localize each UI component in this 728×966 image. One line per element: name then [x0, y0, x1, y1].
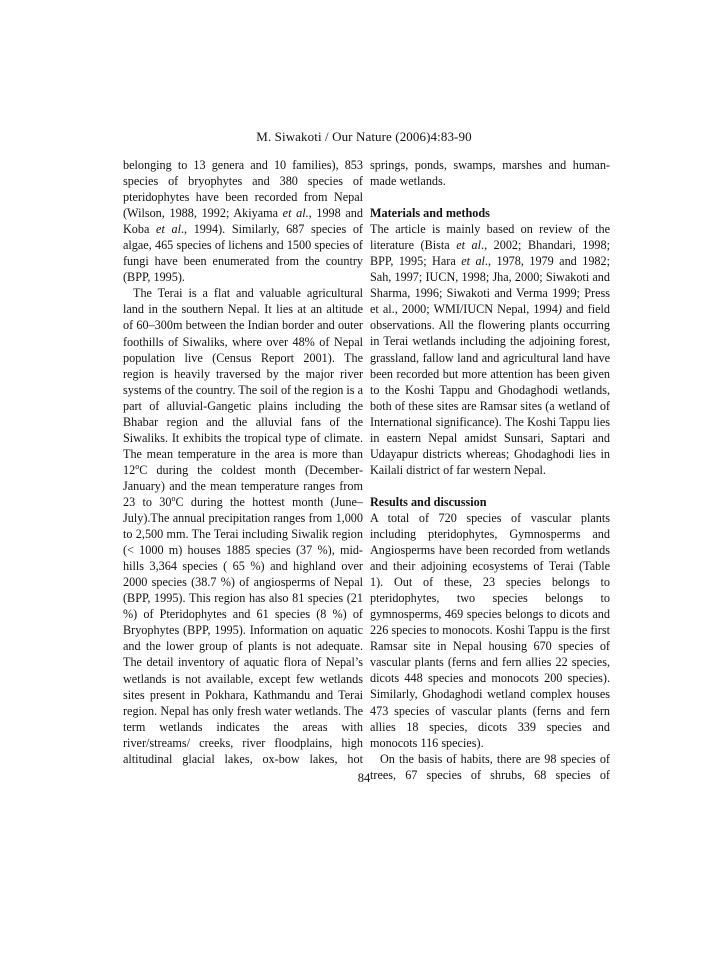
- paragraph-wetlands-continued: springs, ponds, swamps, marshes and human-made wetlands.: [370, 158, 610, 189]
- paragraph-habits: On the basis of habits, there are 98 species of trees, 67 species of shrubs, 68 species of: [370, 751, 610, 782]
- paragraph-methods: The article is mainly based on review of the literature (Bista et al., 2002; Bhandari, 1998; BPP, 1995; Hara et al., 1978, 1979 and 1982; Sah, 1997; IUCN, 1998; Jha, 2000; Siwakoti and Sharma, 1996; Siwakoti and Verma 1999; Press et al., 2000; WMI/IUCN Nepal, 1994) and field observations. All the flowering plants occurring in Terai wetlands including the adjoining forest, grassland, fallow land and agricultural land have been recorded but more attention has been given to the Koshi Tappu and Ghodaghodi wetlands, both of these sites are Ramsar sites (a wetland of International significance). The Koshi Tappu lies in eastern Nepal amidst Sunsari, Saptari and Udayapur districts whereas; Ghodaghodi lies in Kailali district of far western Nepal.: [370, 222, 610, 477]
- paragraph-results: A total of 720 species of vascular plants including pteridophytes, Gymnosperms and Angiosperms have been recorded from wetlands and their adjoining ecosystems of Terai (Table 1). Out of these, 23 species belongs to pteridophytes, two species belongs to gymnosperms, 469 species belongs to dicots and 226 species to monocots. Koshi Tappu is the first Ramsar site in Nepal housing 670 species of vascular plants (ferns and fern allies 22 species, dicots 448 species and monocots 200 species). Similarly, Ghodaghodi wetland complex houses 473 species of vascular plants (ferns and fern allies 18 species, dicots 339 species and monocots 116 species).: [370, 510, 610, 750]
- right-column: [370, 157, 610, 783]
- section-heading-results: Results and discussion: [370, 494, 487, 509]
- paragraph-bryophytes: belonging to 13 genera and 10 families), 853 species of bryophytes and 380 species of pteridophytes have been recorded from Nepal (Wilson, 1988, 1992; Akiyama et al., 1998 and Koba et al., 1994). Similarly, 687 species of algae, 465 species of lichens and 1500 species of fungi have been enumerated from the country (BPP, 1995).: [123, 158, 363, 285]
- paragraph-terai: The Terai is a flat and valuable agricultural land in the southern Nepal. It lies at an altitude of 60–300m between the Indian border and outer foothills of Siwaliks, where over 48% of Nepal population live (Census Report 2001). The region is heavily traversed by the major river systems of the country. The soil of the region is a part of alluvial-Gangetic plains including the Bhabar region and the alluvial fans of the Siwaliks. It exhibits the tropical type of climate. The mean temperature in the area is more than 12$^o$C during the coldest month (December-January) and the mean temperature ranges from 23 to 30$^o$C during the hottest month (June–July).The annual precipitation ranges from 1,000 to 2,500 mm. The Terai including Siwalik region (< 1000 m) houses 1885 species (37 %), mid-hills 3,364 species ( 65 %) and highland over 2000 species (38.7 %) of angiosperms of Nepal (BPP, 1995). This region has also 81 species (21 %) of Pteridophytes and 61 species (8 %) of Bryophytes (BPP, 1995). Information on aquatic and the lower group of plants is not adequate. The detail inventory of aquatic flora of Nepal’s wetlands is not available, except few wetlands sites present in Pokhara, Kathmandu and Terai region. Nepal has only fresh water wetlands. The term wetlands indicates the areas with river/streams/ creeks, river floodplains, high altitudinal glacial lakes, ox-bow lakes, hot: [123, 286, 363, 766]
- section-heading-methods: Materials and methods: [370, 206, 490, 221]
- left-column: [123, 157, 363, 767]
- page-number: 84: [357, 771, 371, 785]
- running-header: M. Siwakoti / Our Nature (2006)4:83-90: [256, 129, 472, 144]
